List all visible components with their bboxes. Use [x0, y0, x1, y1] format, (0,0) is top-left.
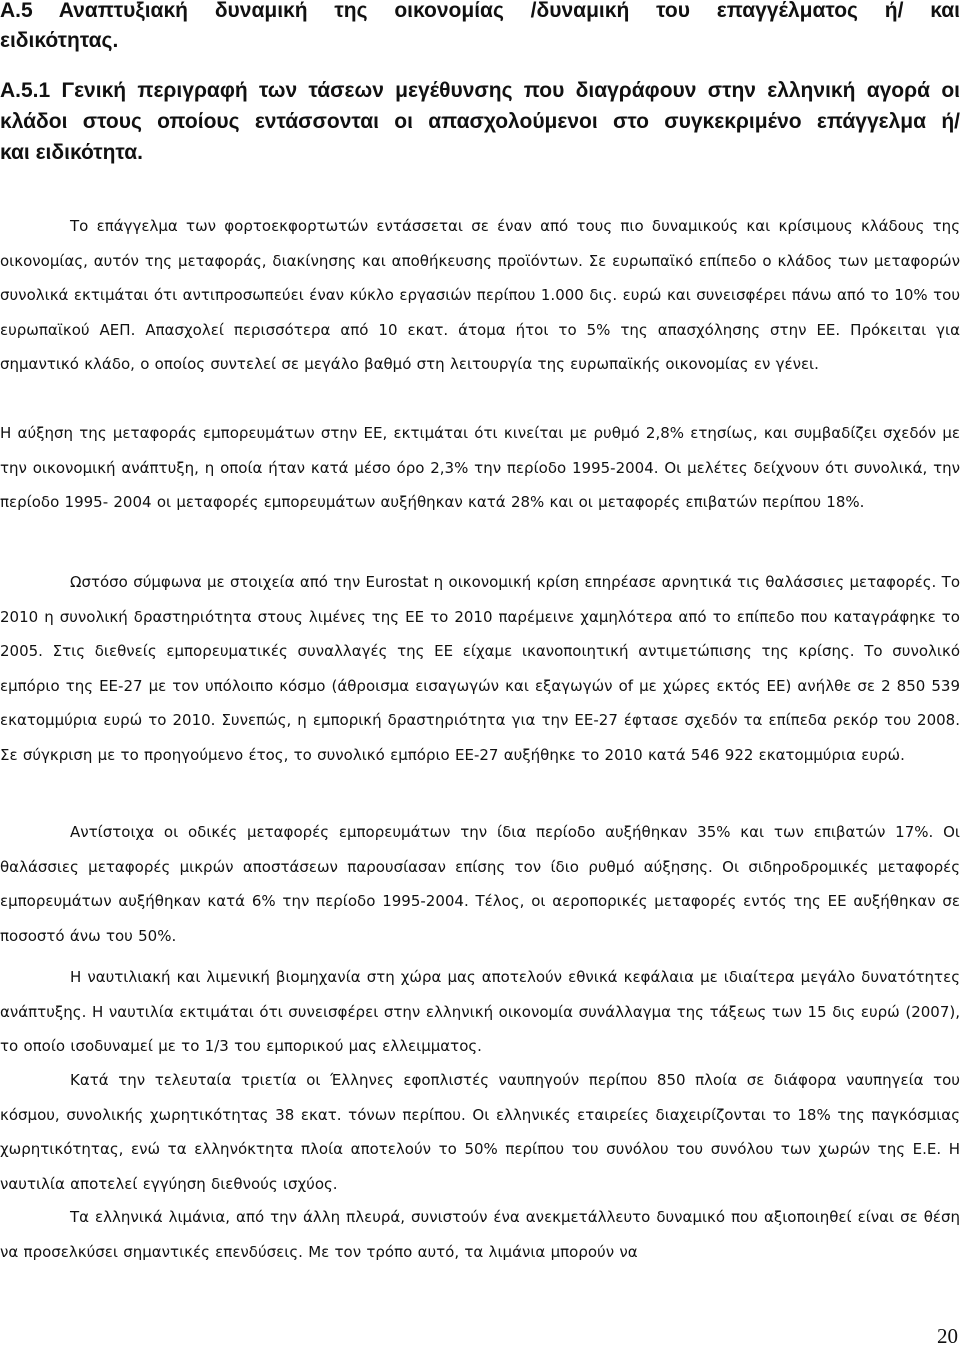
subsection-heading-a51-line-2: οι κλάδοι στους οποίους εντάσσονται οι απασχολούμενοι στο συγκεκριμένο επάγγελμα ή/	[0, 79, 960, 133]
paragraph-1: Το επάγγελμα των φορτοεκφορτωτών εντάσσεται σε έναν από τους πιο δυναμικούς και κρίσιμους κλάδους της οικονομίας, αυτόν της μεταφοράς, διακίνησης και αποθήκευσης προϊόντων. Σε ευρωπαϊκό επίπεδο ο κλάδος των μεταφορών συνολικά εκτιμάται ότι αντιπροσωπεύει έναν κύκλο εργασιών περίπου 1.000 δις. ευρώ και συνεισφέρει πάνω από το 10% του ευρωπαϊκού ΑΕΠ. Απασχολεί περισσότερα από 10 εκατ. άτομα ήτοι το 5% της απασχόλησης στην ΕΕ. Πρόκειται για σημαντικό κλάδο, ο οποίος συντελεί σε μεγάλο βαθμό στη λειτουργία της ευρωπαϊκής οικονομίας εν γένει.	[0, 217, 960, 373]
section-heading-a5	[0, 0, 960, 56]
section-heading-a5-line-1: Α.5 Αναπτυξιακή δυναμική της οικονομίας /δυναμική του επαγγέλματος ή/ και	[0, 0, 960, 22]
section-heading-a5-line-2: ειδικότητας.	[0, 29, 119, 52]
paragraph-2: Η αύξηση της μεταφοράς εμπορευμάτων στην ΕΕ, εκτιμάται ότι κινείται με ρυθμό 2,8% ετησίως, και συμβαδίζει σχεδόν με την οικονομική ανάπτυξη, η οποία ήταν κατά μέσο όρο 2,3% την περίοδο 1995-2004. Οι μελέτες δείχνουν ότι συνολικά, την περίοδο 1995- 2004 οι μεταφορές εμπορευμάτων αυξήθηκαν κατά 28% και οι μεταφορές επιβατών περίπου 18%.	[0, 424, 960, 511]
paragraph-5: Η ναυτιλιακή και λιμενική βιομηχανία στη χώρα μας αποτελούν εθνικά κεφάλαια με ιδιαίτερα μεγάλο δυνατότητες ανάπτυξης. Η ναυτιλία εκτιμάται ότι συνεισφέρει στην ελληνική οικονομία συνάλλαγμα της τάξεως των 15 δις ευρώ (2007), το οποίο ισοδυναμεί με το 1/3 του εμπορικού μας ελλειμματος.	[0, 968, 960, 1055]
paragraph-4: Αντίστοιχα οι οδικές μεταφορές εμπορευμάτων την ίδια περίοδο αυξήθηκαν 35% και των επιβατών 17%. Οι θαλάσσιες μεταφορές μικρών αποστάσεων παρουσίασαν επίσης τον ίδιο ρυθμό αύξησης. Οι σιδηροδρομικές μεταφορές εμπορευμάτων αυξήθηκαν κατά 6% την περίοδο 1995-2004. Τέλος, οι αεροπορικές μεταφορές εντός της ΕΕ αυξήθηκαν σε ποσοστό άνω του 50%.	[0, 823, 960, 945]
paragraph-6: Κατά την τελευταία τριετία οι Έλληνες εφοπλιστές ναυπηγούν περίπου 850 πλοία σε διάφορα ναυπηγεία του κόσμου, συνολικής χωρητικότητας 38 εκατ. τόνων περίπου. Οι ελληνικές εταιρείες διαχειρίζονται το 18% της παγκόσμιας χωρητικότητας, ενώ τα ελληνόκτητα πλοία αποτελούν το 50% περίπου του συνόλου του συνόλου των χωρών της Ε.Ε. Η ναυτιλία αποτελεί εγγύηση διεθνούς ισχύος.	[0, 1071, 960, 1193]
paragraph-3: Ωστόσο σύμφωνα με στοιχεία από την Eurostat η οικονομική κρίση επηρέασε αρνητικά τις θαλάσσιες μεταφορές. Το 2010 η συνολική δραστηριότητα στους λιμένες της ΕΕ το 2010 παρέμεινε χαμηλότερα από το επίπεδο που καταγράφηκε το 2005. Στις διεθνείς εμπορευματικές συναλλαγές της ΕΕ είχαμε ικανοποιητική αντιμετώπισης της κρίσης. Το συνολικό εμπόριο της ΕΕ-27 με τον υπόλοιπο κόσμο (άθροισμα εισαγωγών και εξαγωγών of με χώρες εκτός ΕΕ) ανήλθε σε 2 850 539 εκατομμύρια ευρώ το 2010. Συνεπώς, η εμπορική δραστηριότητα για την ΕΕ-27 έφτασε σχεδόν τα επίπεδα ρεκόρ του 2008. Σε σύγκριση με το προηγούμενο έτος, το συνολικό εμπόριο ΕΕ-27 αυξήθηκε το 2010 κατά 546 922 εκατομμύρια ευρώ.	[0, 573, 960, 764]
subsection-heading-a51-line-3: και ειδικότητα.	[0, 141, 143, 164]
subsection-heading-a51	[0, 75, 960, 168]
subsection-heading-a51-line-1: Α.5.1 Γενική περιγραφή των τάσεων μεγέθυνσης που διαγράφουν στην ελληνική αγορά	[0, 79, 931, 102]
paragraph-7: Τα ελληνικά λιμάνια, από την άλλη πλευρά, συνιστούν ένα ανεκμετάλλευτο δυναμικό που αξιοποιηθεί είναι σε θέση να προσελκύσει σημαντικές επενδύσεις. Με τον τρόπο αυτό, τα λιμάνια μπορούν να	[0, 1208, 960, 1261]
page-number: 20	[937, 1324, 958, 1348]
